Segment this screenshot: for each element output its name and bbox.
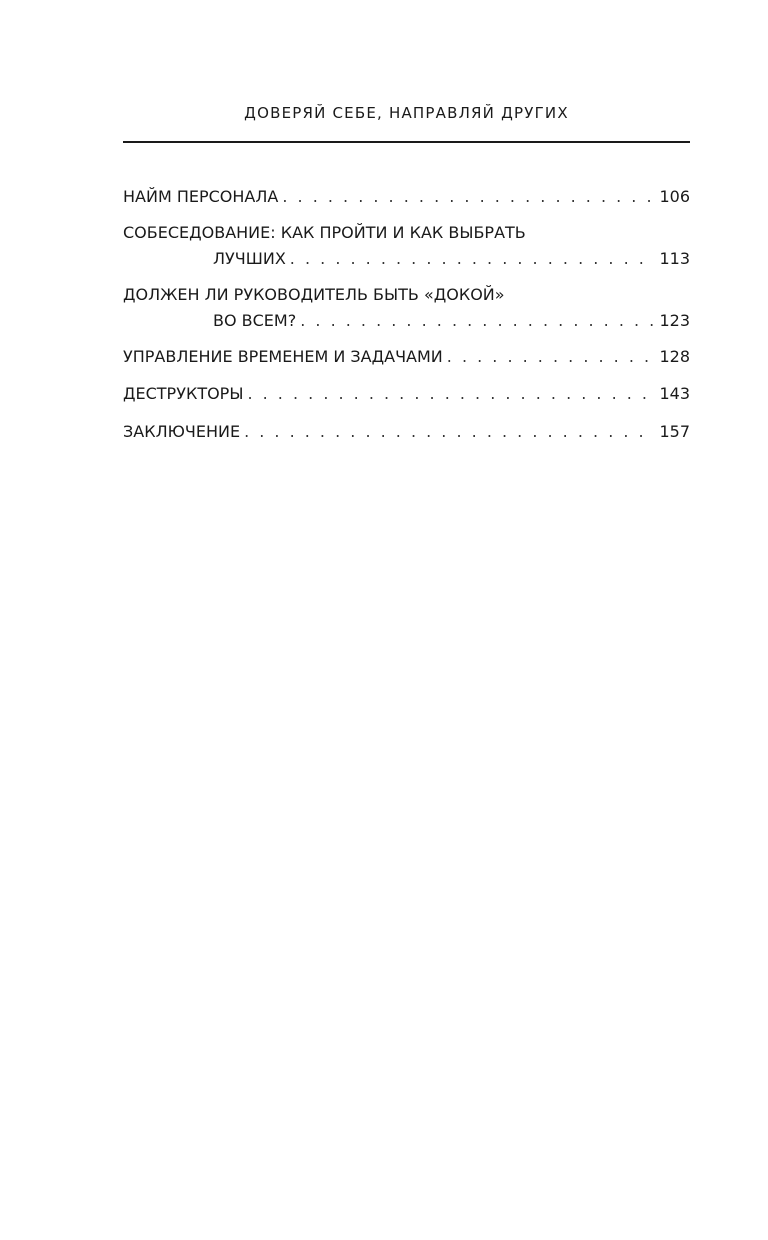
toc-entry-page: 143 (659, 384, 690, 403)
toc-entry[interactable] (123, 221, 690, 271)
dot-leader (247, 382, 655, 406)
dot-leader (244, 420, 655, 444)
toc-entry[interactable] (123, 382, 690, 406)
toc-entry-title: УПРАВЛЕНИЕ ВРЕМЕНЕМ И ЗАДАЧАМИ (123, 347, 443, 366)
toc-entry[interactable] (123, 283, 690, 333)
toc-entry-title: ДОЛЖЕН ЛИ РУКОВОДИТЕЛЬ БЫТЬ «ДОКОЙ» (123, 285, 505, 304)
toc-entry-page: 128 (659, 347, 690, 366)
toc-entry-page: 123 (659, 311, 690, 330)
header-rule (123, 141, 690, 143)
dot-leader (447, 345, 656, 369)
dot-leader (282, 185, 655, 209)
toc-entry[interactable] (123, 420, 690, 444)
toc-entry-title: НАЙМ ПЕРСОНАЛА (123, 187, 279, 206)
toc-entry-page: 113 (659, 249, 690, 268)
toc-entry-title-continued: ЛУЧШИХ (213, 249, 286, 268)
dot-leader (290, 247, 656, 271)
toc-entry[interactable] (123, 345, 690, 369)
toc-entry-title: ЗАКЛЮЧЕНИЕ (123, 422, 241, 441)
toc-entry-page: 157 (659, 422, 690, 441)
toc-entry-title-continued: ВО ВСЕМ? (213, 311, 297, 330)
dot-leader (300, 309, 655, 333)
toc-entry[interactable] (123, 185, 690, 209)
toc-entry-page: 106 (659, 187, 690, 206)
toc-entry-title: ДЕСТРУКТОРЫ (123, 384, 244, 403)
running-head: ДОВЕРЯЙ СЕБЕ, НАПРАВЛЯЙ ДРУГИХ (244, 104, 569, 122)
toc-entry-title: СОБЕСЕДОВАНИЕ: КАК ПРОЙТИ И КАК ВЫБРАТЬ (123, 223, 526, 242)
